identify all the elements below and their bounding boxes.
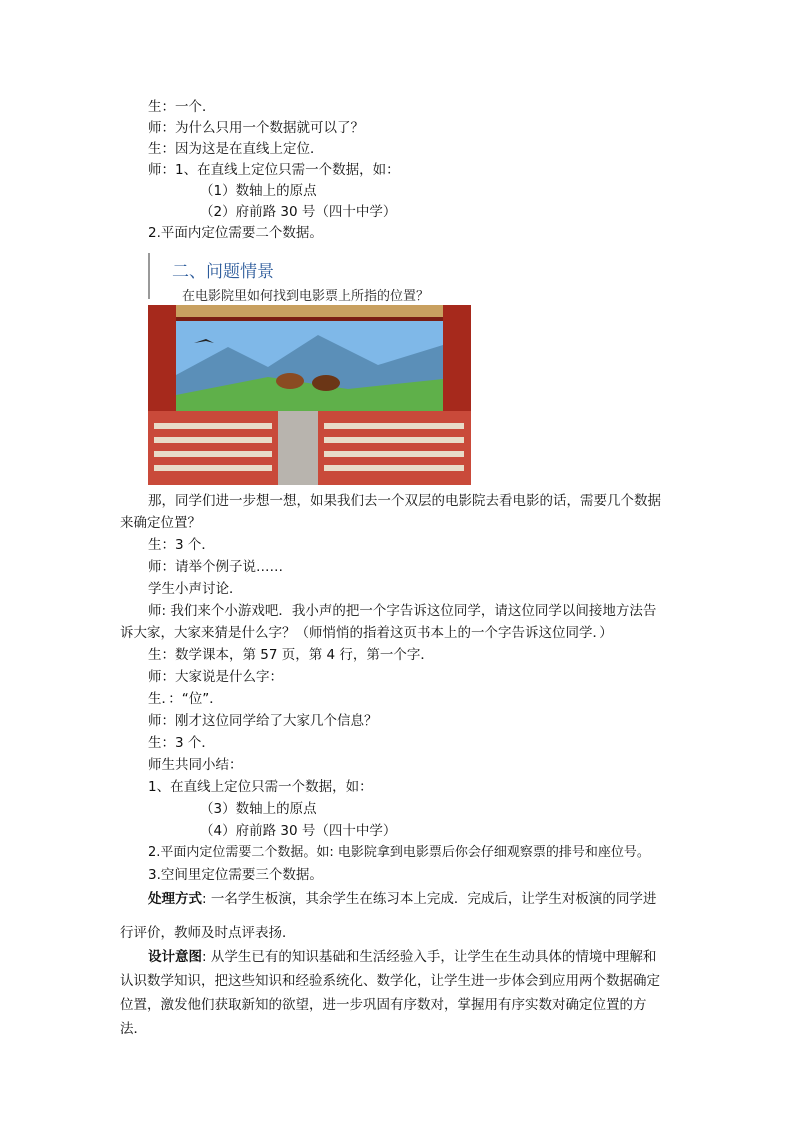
- text-line: 生：一个．: [148, 99, 216, 115]
- text-line: （2）府前路 30 号（四十中学）: [200, 204, 397, 220]
- figure-rule: [148, 253, 150, 299]
- text-line: 1、在直线上定位只需一个数据，如：: [148, 779, 373, 795]
- cinema-illustration: [148, 305, 471, 485]
- method-paragraph: [148, 889, 656, 909]
- text-line: 师：为什么只用一个数据就可以了？: [148, 120, 364, 136]
- method-text: : 一名学生板演，其余学生在练习本上完成．完成后，让学生对板演的同学进: [202, 891, 657, 907]
- cinema-figure: [148, 247, 471, 485]
- text-line: 诉大家，大家来猜是什么字？（师悄悄的指着这页书本上的一个字告诉这位同学．）: [120, 625, 613, 641]
- text-line: 来确定位置？: [120, 515, 201, 531]
- text-line: 师：请举个例子说……: [148, 559, 283, 575]
- text-line: 学生小声讨论．: [148, 581, 243, 597]
- text-line: 师：大家说是什么字：: [148, 669, 283, 685]
- method-paragraph-cont: 行评价，教师及时点评表扬．: [120, 925, 296, 941]
- text-line: （1）数轴上的原点: [200, 183, 317, 199]
- design-text: : 从学生已有的知识基础和生活经验入手，让学生在生动具体的情境中理解和: [202, 949, 657, 965]
- text-line: 师：刚才这位同学给了大家几个信息？: [148, 713, 378, 729]
- text-line: 生：数学课本，第 57 页，第 4 行，第一个字．: [148, 647, 434, 663]
- design-paragraph-cont: 法．: [120, 1021, 147, 1037]
- design-paragraph-cont: 认识数学知识，把这些知识和经验系统化、数学化，让学生进一步体会到应用两个数据确定: [120, 973, 660, 989]
- text-line: 生：3 个．: [148, 735, 215, 751]
- text-line: （3）数轴上的原点: [200, 801, 317, 817]
- design-paragraph-cont: 位置，激发他们获取新知的欲望，进一步巩固有序数对，掌握用有序实数对确定位置的方: [120, 997, 647, 1013]
- text-line: 生．：“位”．: [148, 691, 223, 707]
- text-line: 2.平面内定位需要二个数据。如: 电影院拿到电影票后你会仔细观察票的排号和座位号。: [148, 845, 650, 860]
- text-line: 2.平面内定位需要二个数据。: [148, 225, 323, 241]
- text-line: 师: 我们来个小游戏吧．我小声的把一个字告诉这位同学，请这位同学以间接地方法告: [148, 603, 657, 619]
- text-line: 那，同学们进一步想一想，如果我们去一个双层的电影院去看电影的话，需要几个数据: [148, 493, 661, 509]
- design-paragraph: [148, 947, 656, 967]
- text-line: 师生共同小结：: [148, 757, 243, 773]
- method-label: 处理方式: [148, 891, 202, 907]
- design-label: 设计意图: [148, 949, 202, 965]
- text-line: 生：3 个．: [148, 537, 215, 553]
- text-line: 生：因为这是在直线上定位．: [148, 141, 324, 157]
- figure-subtitle: 在电影院里如何找到电影票上所指的位置？: [182, 289, 430, 304]
- text-line: 师：1、在直线上定位只需一个数据，如：: [148, 162, 400, 178]
- text-line: （4）府前路 30 号（四十中学）: [200, 823, 397, 839]
- text-line: 3.空间里定位需要三个数据。: [148, 867, 323, 883]
- figure-title: 二、问题情景: [172, 262, 274, 282]
